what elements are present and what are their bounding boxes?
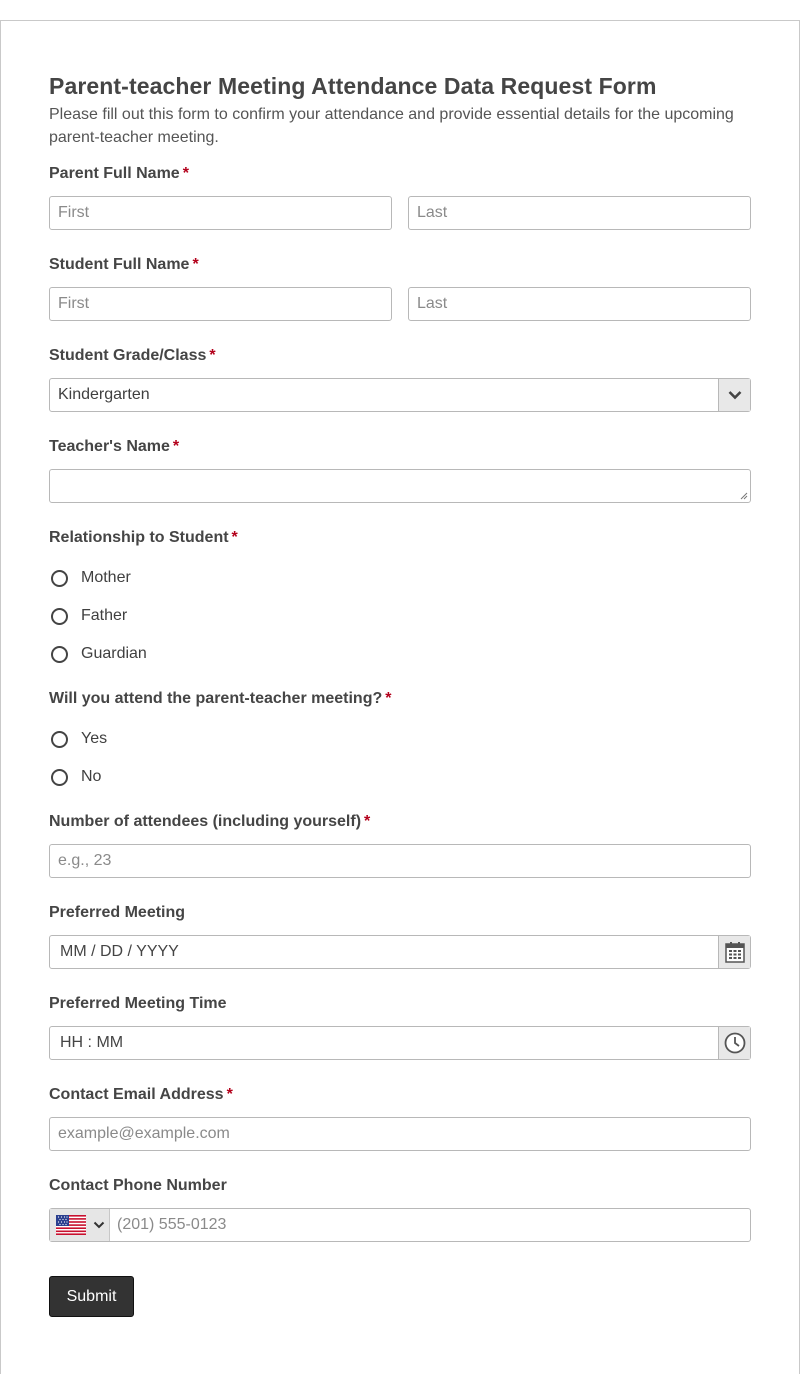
clock-icon[interactable] xyxy=(718,1027,750,1059)
grade-select[interactable] xyxy=(49,378,751,412)
radio-guardian[interactable] xyxy=(49,644,751,664)
meeting-time-label: Preferred Meeting Time xyxy=(49,995,227,1012)
attendees-field xyxy=(49,812,751,878)
radio-father[interactable] xyxy=(49,606,751,626)
grade-field xyxy=(49,346,751,412)
us-flag-icon xyxy=(56,1215,86,1235)
parent-name-label: Parent Full Name * xyxy=(49,165,189,182)
radio-label: Father xyxy=(81,607,128,624)
attend-field xyxy=(49,689,751,787)
meeting-time-input[interactable] xyxy=(49,1026,751,1060)
parent-name-field xyxy=(49,164,751,230)
phone-field xyxy=(49,1176,751,1242)
required-marker: * xyxy=(209,347,216,364)
meeting-time-value: HH : MM xyxy=(60,1034,124,1051)
required-marker: * xyxy=(192,256,199,273)
meeting-date-label: Preferred Meeting xyxy=(49,904,186,921)
required-marker: * xyxy=(226,1086,233,1103)
form-description: Please fill out this form to confirm your attendance and provide essential details for the upcoming parent-teacher meeting. xyxy=(49,106,734,146)
radio-circle[interactable] xyxy=(51,769,68,786)
radio-circle[interactable] xyxy=(51,731,68,748)
student-first-name-input[interactable]: First xyxy=(49,287,392,321)
attendees-input[interactable]: e.g., 23 xyxy=(49,844,751,878)
required-marker: * xyxy=(231,529,238,546)
parent-first-name-input[interactable]: First xyxy=(49,196,392,230)
meeting-time-field xyxy=(49,994,751,1060)
phone-input[interactable] xyxy=(49,1208,751,1242)
radio-circle[interactable] xyxy=(51,608,68,625)
teacher-label: Teacher's Name * xyxy=(49,438,180,455)
radio-label: Mother xyxy=(81,569,131,586)
submit-button[interactable]: Submit xyxy=(49,1276,134,1317)
relationship-field xyxy=(49,528,751,664)
grade-selected-value: Kindergarten xyxy=(58,386,150,403)
required-marker: * xyxy=(172,438,180,455)
chevron-down-icon[interactable] xyxy=(718,379,750,411)
form-title: Parent-teacher Meeting Attendance Data Request Form xyxy=(49,73,657,99)
radio-no[interactable] xyxy=(49,767,751,787)
meeting-date-field xyxy=(49,903,751,969)
phone-placeholder: (201) 555-0123 xyxy=(117,1216,227,1233)
calendar-icon[interactable] xyxy=(718,936,750,968)
radio-circle[interactable] xyxy=(51,570,68,587)
student-last-name-input[interactable]: Last xyxy=(408,287,751,321)
email-field xyxy=(49,1085,751,1151)
teacher-field xyxy=(49,437,751,503)
required-marker: * xyxy=(364,813,371,830)
attendees-label: Number of attendees (including yourself) * xyxy=(49,813,371,830)
radio-label: No xyxy=(81,768,102,785)
phone-label: Contact Phone Number xyxy=(49,1177,227,1194)
relationship-label: Relationship to Student * xyxy=(49,529,238,546)
required-marker: * xyxy=(182,165,189,182)
parent-last-name-input[interactable]: Last xyxy=(408,196,751,230)
radio-mother[interactable] xyxy=(49,568,751,588)
radio-label: Yes xyxy=(81,730,108,747)
attend-label: Will you attend the parent-teacher meeting? * xyxy=(49,690,392,707)
country-select[interactable] xyxy=(50,1209,110,1241)
student-name-label: Student Full Name * xyxy=(49,256,199,273)
meeting-date-input[interactable] xyxy=(49,935,751,969)
student-name-field xyxy=(49,255,751,321)
email-label: Contact Email Address * xyxy=(49,1086,233,1103)
grade-label: Student Grade/Class * xyxy=(49,347,216,364)
required-marker: * xyxy=(385,690,392,707)
radio-circle[interactable] xyxy=(51,646,68,663)
meeting-date-value: MM / DD / YYYY xyxy=(60,943,179,960)
chevron-down-icon xyxy=(93,1221,105,1229)
radio-label: Guardian xyxy=(81,645,147,662)
radio-yes[interactable] xyxy=(49,729,751,749)
teacher-name-textarea[interactable] xyxy=(49,469,751,503)
form-header xyxy=(49,72,751,149)
resize-grip-icon[interactable] xyxy=(740,492,748,500)
email-input[interactable]: example@example.com xyxy=(49,1117,751,1151)
